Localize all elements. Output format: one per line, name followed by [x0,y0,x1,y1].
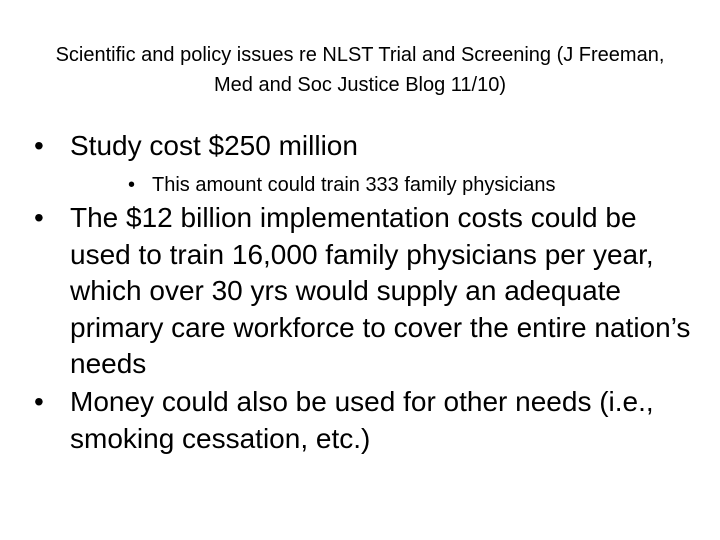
slide-title: Scientific and policy issues re NLST Trial and Screening (J Freeman, Med and Soc Justice Blog 11/10) [55,44,665,96]
bullet-item-other-needs [34,384,694,457]
bullet-dot-icon: • [34,130,44,161]
bullet-item-study-cost [34,128,694,164]
bullet-text: This amount could train 333 family physicians [152,174,556,196]
sub-bullet-item-train-physicians [128,171,688,199]
bullet-text: Study cost $250 million [70,130,358,161]
bullet-dot-icon: • [34,386,44,417]
bullet-text: The $12 billion implementation costs could be used to train 16,000 family physicians per year, which over 30 yrs would supply an adequate primary care workforce to cover the entire nation’s needs [70,202,691,379]
bullet-item-implementation-costs [34,200,694,383]
bullet-dot-icon: • [34,202,44,233]
bullet-text: Money could also be used for other needs (i.e., smoking cessation, etc.) [70,386,654,454]
bullet-dot-icon: • [128,174,136,196]
